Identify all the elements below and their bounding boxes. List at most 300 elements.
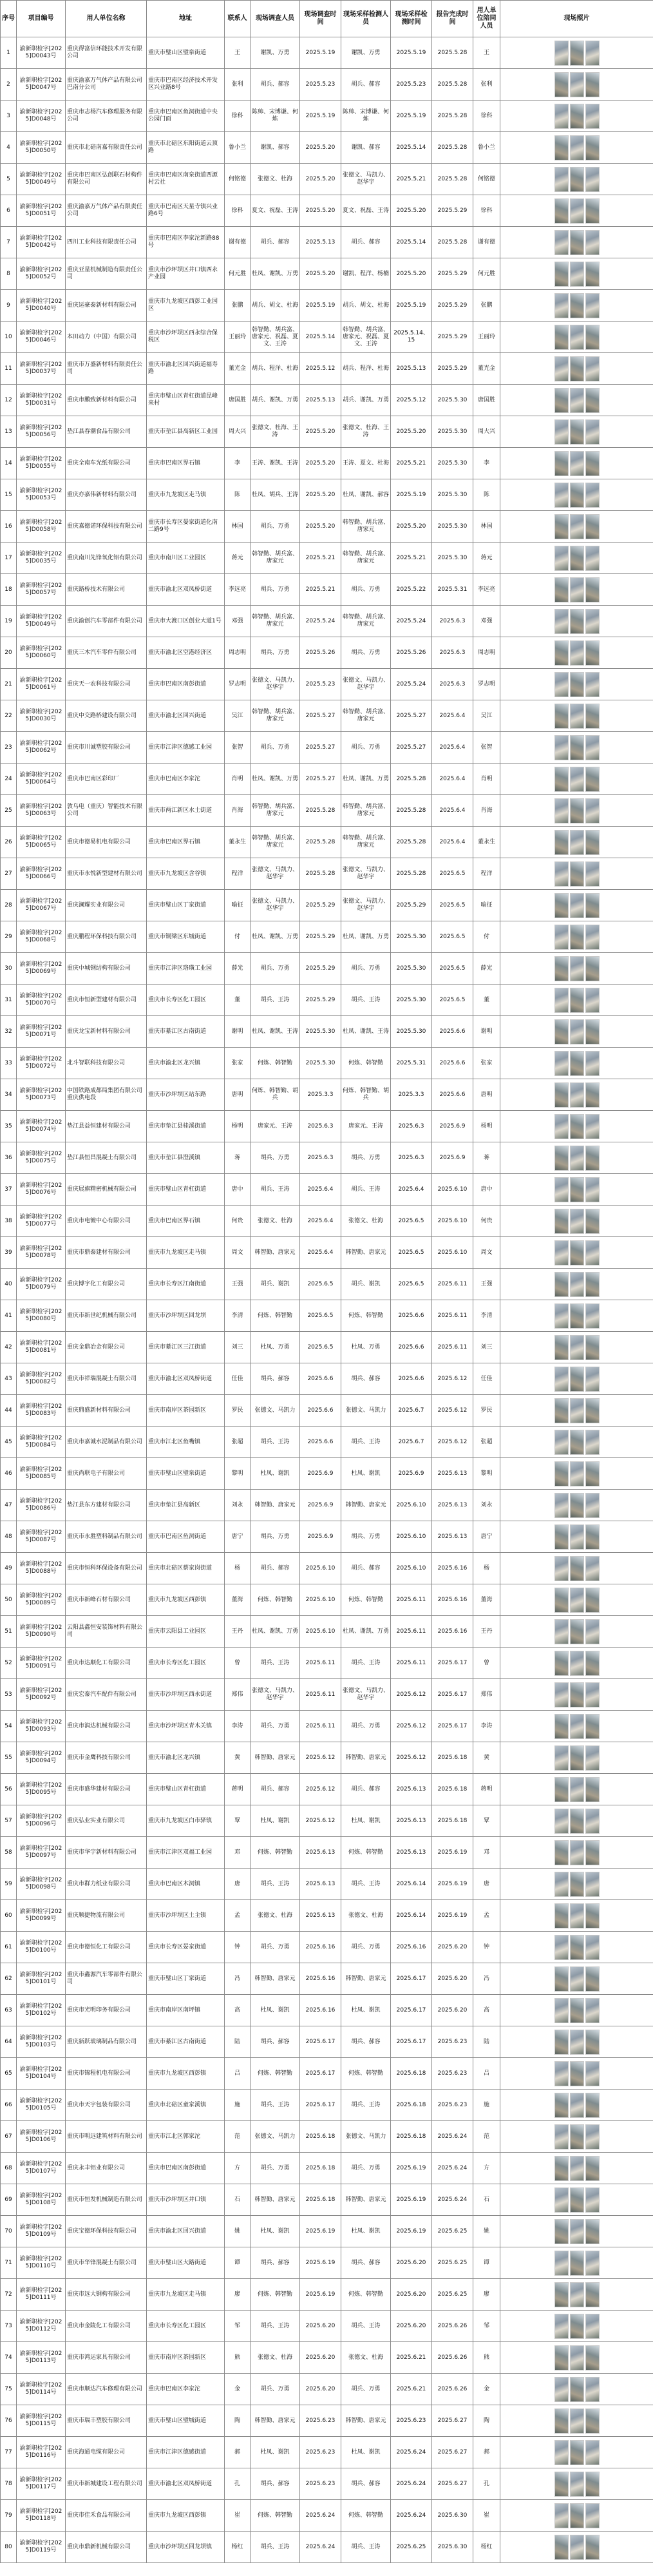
site-photo-thumbnail[interactable] [554,1303,569,1329]
site-photo-thumbnail[interactable] [570,1019,584,1044]
site-photo-thumbnail[interactable] [554,1809,569,1834]
site-photo-thumbnail[interactable] [570,2030,584,2055]
site-photo-thumbnail[interactable] [585,2030,600,2055]
site-photo-thumbnail[interactable] [554,1619,569,1644]
site-photo-thumbnail[interactable] [570,577,584,602]
row-number-cell: 73 [1,2311,17,2342]
row-number-cell: 22 [1,700,17,732]
survey-staff-cell: 杜凤、谢凯 [251,1805,300,1837]
row-number-cell: 15 [1,479,17,511]
site-photo-thumbnail[interactable] [570,514,584,539]
site-photo-thumbnail[interactable] [570,262,584,287]
site-photo-thumbnail[interactable] [554,2187,569,2213]
report-date-cell: 2025.5.29 [432,258,473,290]
table-row [1,1995,653,2026]
site-photo-thumbnail[interactable] [554,1935,569,1960]
site-photo-thumbnail[interactable] [585,2535,600,2560]
site-photo-thumbnail[interactable] [585,293,600,318]
site-photo-thumbnail[interactable] [570,767,584,792]
survey-date-cell: 2025.5.20 [300,448,341,479]
site-photo-thumbnail[interactable] [570,1903,584,1928]
site-photo-thumbnail[interactable] [585,2282,600,2307]
site-photo-thumbnail[interactable] [585,2503,600,2528]
site-photo-thumbnail[interactable] [554,1272,569,1297]
site-photo-thumbnail[interactable] [570,1809,584,1834]
site-photo-thumbnail[interactable] [570,1398,584,1423]
site-photo-thumbnail[interactable] [554,2030,569,2055]
address-cell: 重庆市长寿区晏家街道化南二路9号 [147,511,225,543]
survey-date-cell: 2025.5.19 [300,37,341,69]
site-photo-thumbnail[interactable] [554,1082,569,1108]
site-photo-thumbnail[interactable] [554,41,569,66]
site-photo-thumbnail[interactable] [585,356,600,381]
row-number-cell: 64 [1,2026,17,2058]
site-photo-thumbnail[interactable] [554,72,569,97]
site-photo-thumbnail[interactable] [585,1146,600,1171]
site-photo-thumbnail[interactable] [585,41,600,66]
site-photo-thumbnail[interactable] [554,2535,569,2560]
site-photo-thumbnail[interactable] [585,1619,600,1644]
site-photo-thumbnail[interactable] [554,893,569,918]
site-photo-thumbnail[interactable] [570,2472,584,2497]
site-photo-thumbnail[interactable] [570,1114,584,1139]
site-photo-thumbnail[interactable] [585,262,600,287]
table-row [1,227,653,258]
site-photo-thumbnail[interactable] [585,1840,600,1865]
site-photo-thumbnail[interactable] [585,672,600,697]
site-photo-thumbnail[interactable] [554,1146,569,1171]
row-number-cell: 26 [1,827,17,858]
contact-person-cell: 董永生 [225,827,251,858]
site-photo-thumbnail[interactable] [585,1209,600,1234]
table-row [1,1679,653,1711]
site-photo-thumbnail[interactable] [570,41,584,66]
site-photo-thumbnail[interactable] [570,2440,584,2465]
site-photo-thumbnail[interactable] [585,1651,600,1676]
site-photo-thumbnail[interactable] [585,1903,600,1928]
site-photo-thumbnail[interactable] [554,514,569,539]
site-photo-thumbnail[interactable] [554,356,569,381]
address-cell: 重庆市渝北区回兴街道 [147,2216,225,2247]
sampling-date-cell: 2025.6.21 [391,2342,432,2374]
site-photo-thumbnail[interactable] [554,2124,569,2149]
site-photo-thumbnail[interactable] [570,1240,584,1265]
survey-staff-cell: 张德文、杜海 [251,1900,300,1932]
site-photo-thumbnail[interactable] [585,483,600,508]
site-photo-thumbnail[interactable] [554,2408,569,2434]
project-code-cell: 渝新职检字[2025]D0088号 [17,1553,66,1584]
sampling-date-cell: 2025.6.14 [391,1869,432,1900]
site-photo-thumbnail[interactable] [570,609,584,634]
site-photo-thumbnail[interactable] [585,1524,600,1550]
site-photo-thumbnail[interactable] [554,1840,569,1865]
site-photo-thumbnail[interactable] [554,1177,569,1202]
site-photo-thumbnail[interactable] [554,1114,569,1139]
site-photo-thumbnail[interactable] [554,2377,569,2402]
site-photo-thumbnail[interactable] [585,388,600,413]
site-photo-thumbnail[interactable] [570,483,584,508]
report-date-cell: 2025.6.5 [432,890,473,921]
site-photo-thumbnail[interactable] [554,2440,569,2465]
site-photo-thumbnail[interactable] [554,2251,569,2276]
site-photo-thumbnail[interactable] [570,2535,584,2560]
sampling-staff-cell: 胡兵、万勇 [341,574,391,606]
site-photo-thumbnail[interactable] [554,1335,569,1360]
site-photo-thumbnail[interactable] [570,419,584,445]
site-photo-thumbnail[interactable] [585,1682,600,1707]
site-photo-thumbnail[interactable] [554,861,569,887]
site-photo-thumbnail[interactable] [585,1240,600,1265]
site-photo-thumbnail[interactable] [570,1966,584,1992]
site-photo-thumbnail[interactable] [585,1177,600,1202]
contact-person-cell: 唐 [225,1869,251,1900]
site-photo-thumbnail[interactable] [570,2314,584,2339]
site-photo-thumbnail[interactable] [554,1777,569,1802]
site-photo-thumbnail[interactable] [554,2314,569,2339]
site-photo-thumbnail[interactable] [554,293,569,318]
escort-staff-cell: 姚 [473,2216,500,2247]
sampling-staff-cell: 胡兵、王涛 [341,1174,391,1206]
site-photo-thumbnail[interactable] [554,672,569,697]
site-photo-thumbnail[interactable] [585,2093,600,2118]
site-photo-thumbnail[interactable] [585,2156,600,2181]
site-photo-thumbnail[interactable] [554,546,569,571]
site-photo-thumbnail[interactable] [570,830,584,855]
site-photo-thumbnail[interactable] [554,1966,569,1992]
site-photo-thumbnail[interactable] [585,1966,600,1992]
site-photo-thumbnail[interactable] [585,1745,600,1771]
site-photo-thumbnail[interactable] [570,861,584,887]
site-photo-thumbnail[interactable] [585,1588,600,1613]
site-photo-thumbnail[interactable] [585,2219,600,2244]
site-photo-thumbnail[interactable] [570,1682,584,1707]
site-photo-thumbnail[interactable] [585,1367,600,1392]
site-photo-thumbnail[interactable] [585,198,600,224]
site-photo-thumbnail[interactable] [570,2503,584,2528]
site-photo-thumbnail[interactable] [570,2124,584,2149]
address-cell: 重庆市南岸区南坪镇 [147,1995,225,2026]
site-photo-thumbnail[interactable] [554,1461,569,1486]
site-photo-thumbnail[interactable] [585,798,600,823]
site-photo-thumbnail[interactable] [585,419,600,445]
site-photo-thumbnail[interactable] [570,1588,584,1613]
site-photo-thumbnail[interactable] [570,925,584,950]
survey-date-cell: 2025.6.16 [300,1995,341,2026]
site-photo-thumbnail[interactable] [585,830,600,855]
site-photo-thumbnail[interactable] [585,167,600,192]
site-photo-thumbnail[interactable] [585,104,600,129]
sampling-staff-cell: 杜凤、谢凯 [341,1458,391,1490]
site-photo-thumbnail[interactable] [554,2219,569,2244]
site-photo-thumbnail[interactable] [585,1272,600,1297]
site-photo-thumbnail[interactable] [570,2061,584,2086]
site-photo-thumbnail[interactable] [570,1998,584,2023]
report-date-cell: 2025.6.30 [432,2500,473,2532]
survey-staff-cell: 韩智勤、胡兵富、唐家元 [251,606,300,637]
site-photo-thumbnail[interactable] [554,2345,569,2370]
site-photo-thumbnail[interactable] [570,1493,584,1518]
site-photo-thumbnail[interactable] [585,1872,600,1897]
site-photo-thumbnail[interactable] [570,1714,584,1739]
site-photo-thumbnail[interactable] [585,2061,600,2086]
site-photo-thumbnail[interactable] [585,1556,600,1581]
site-photo-thumbnail[interactable] [570,2377,584,2402]
site-photo-thumbnail[interactable] [554,230,569,255]
site-photo-thumbnail[interactable] [554,2472,569,2497]
site-photo-thumbnail[interactable] [585,325,600,350]
site-photo-thumbnail[interactable] [585,514,600,539]
site-photo-thumbnail[interactable] [554,167,569,192]
site-photo-thumbnail[interactable] [554,2061,569,2086]
site-photo-thumbnail[interactable] [570,167,584,192]
site-photo-thumbnail[interactable] [570,672,584,697]
site-photo-thumbnail[interactable] [570,1745,584,1771]
site-photo-thumbnail[interactable] [585,735,600,760]
site-photo-thumbnail[interactable] [570,104,584,129]
site-photo-thumbnail[interactable] [554,1745,569,1771]
project-code-cell: 渝新职检字[2025]D0076号 [17,1174,66,1206]
sampling-date-cell: 2025.5.13 [391,353,432,385]
site-photo-thumbnail[interactable] [570,2251,584,2276]
site-photo-thumbnail[interactable] [585,1082,600,1108]
site-photo-thumbnail[interactable] [585,893,600,918]
site-photo-thumbnail[interactable] [570,2219,584,2244]
site-photo-thumbnail[interactable] [554,104,569,129]
site-photo-thumbnail[interactable] [554,325,569,350]
site-photo-thumbnail[interactable] [554,2156,569,2181]
site-photo-thumbnail[interactable] [554,262,569,287]
site-photo-thumbnail[interactable] [554,1714,569,1739]
site-photo-thumbnail[interactable] [554,2503,569,2528]
site-photo-thumbnail[interactable] [585,230,600,255]
site-photo-thumbnail[interactable] [570,451,584,476]
site-photo-thumbnail[interactable] [570,988,584,1013]
site-photo-thumbnail[interactable] [585,640,600,666]
site-photo-thumbnail[interactable] [570,1872,584,1897]
site-photo-thumbnail[interactable] [585,925,600,950]
site-photo-thumbnail[interactable] [554,1051,569,1076]
site-photo-thumbnail[interactable] [554,1872,569,1897]
site-photo-thumbnail[interactable] [570,956,584,981]
sampling-staff-cell: 张德文、马凯力 [341,1395,391,1427]
contact-person-cell: 崔 [225,2500,251,2532]
site-photo-thumbnail[interactable] [570,704,584,729]
address-cell: 重庆市巴南区南彭街道 [147,2153,225,2184]
site-photo-thumbnail[interactable] [585,767,600,792]
sampling-date-cell: 2025.6.10 [391,1553,432,1584]
site-photo-thumbnail[interactable] [570,735,584,760]
site-photo-thumbnail[interactable] [554,1588,569,1613]
site-photo-thumbnail[interactable] [570,893,584,918]
site-photo-thumbnail[interactable] [554,1398,569,1423]
site-photo-thumbnail[interactable] [585,2345,600,2370]
sampling-date-cell: 2025.6.20 [391,2247,432,2279]
site-photo-thumbnail[interactable] [554,198,569,224]
site-photo-thumbnail[interactable] [554,1682,569,1707]
site-photo-thumbnail[interactable] [570,356,584,381]
site-photo-cell [500,2279,653,2311]
site-photo-thumbnail[interactable] [554,1524,569,1550]
site-photo-thumbnail[interactable] [554,767,569,792]
site-photo-thumbnail[interactable] [570,1082,584,1108]
address-cell: 重庆市沙坪坝区井口镇西永产业园 [147,258,225,290]
site-photo-thumbnail[interactable] [585,72,600,97]
site-photo-thumbnail[interactable] [585,1714,600,1739]
site-photo-thumbnail[interactable] [570,1177,584,1202]
sampling-date-cell: 2025.5.20 [391,195,432,227]
site-photo-thumbnail[interactable] [570,1840,584,1865]
site-photo-thumbnail[interactable] [570,135,584,160]
site-photo-thumbnail[interactable] [570,325,584,350]
site-photo-thumbnail[interactable] [585,1777,600,1802]
site-photo-thumbnail[interactable] [554,735,569,760]
site-photo-thumbnail[interactable] [585,1019,600,1044]
survey-date-cell: 2025.5.20 [300,416,341,448]
site-photo-thumbnail[interactable] [554,830,569,855]
site-photo-thumbnail[interactable] [570,1619,584,1644]
site-photo-thumbnail[interactable] [570,1272,584,1297]
site-photo-thumbnail[interactable] [585,1398,600,1423]
site-photo-thumbnail[interactable] [570,798,584,823]
site-photo-thumbnail[interactable] [554,925,569,950]
site-photo-thumbnail[interactable] [554,956,569,981]
site-photo-thumbnail[interactable] [570,1209,584,1234]
table-row [1,700,653,732]
site-photo-thumbnail[interactable] [570,1303,584,1329]
site-photo-thumbnail[interactable] [585,1998,600,2023]
site-photo-thumbnail[interactable] [554,135,569,160]
escort-staff-cell: 喻征 [473,890,500,921]
site-photo-thumbnail[interactable] [585,1809,600,1834]
site-photo-cell [500,700,653,732]
site-photo-thumbnail[interactable] [570,388,584,413]
site-photo-thumbnail[interactable] [554,609,569,634]
contact-person-cell: 方 [225,2153,251,2184]
site-photo-thumbnail[interactable] [554,1430,569,1455]
site-photo-thumbnail[interactable] [585,451,600,476]
site-photo-thumbnail[interactable] [570,1430,584,1455]
survey-staff-cell: 杜凤、谢凯 [251,1995,300,2026]
site-photo-thumbnail[interactable] [570,72,584,97]
site-photo-thumbnail[interactable] [570,640,584,666]
site-photo-thumbnail[interactable] [585,2124,600,2149]
site-photo-thumbnail[interactable] [585,2314,600,2339]
site-photo-thumbnail[interactable] [554,1556,569,1581]
site-photo-thumbnail[interactable] [554,2282,569,2307]
site-photo-thumbnail[interactable] [570,1524,584,1550]
site-photo-thumbnail[interactable] [570,1335,584,1360]
site-photo-thumbnail[interactable] [554,388,569,413]
site-photo-thumbnail[interactable] [554,1209,569,1234]
sampling-staff-cell: 胡兵、王涛 [341,1869,391,1900]
site-photo-thumbnail[interactable] [585,577,600,602]
site-photo-thumbnail[interactable] [585,956,600,981]
survey-date-cell: 2025.5.29 [300,890,341,921]
site-photo-thumbnail[interactable] [554,704,569,729]
site-photo-thumbnail[interactable] [570,546,584,571]
site-photo-thumbnail[interactable] [585,2408,600,2434]
site-photo-thumbnail[interactable] [554,1493,569,1518]
site-photo-thumbnail[interactable] [585,1493,600,1518]
site-photo-thumbnail[interactable] [570,1146,584,1171]
site-photo-thumbnail[interactable] [554,640,569,666]
sampling-staff-cell: 张德文、马凯力、赵华宇 [341,858,391,890]
site-photo-thumbnail[interactable] [554,1651,569,1676]
survey-staff-cell: 杜凤、谢凯 [251,2437,300,2468]
site-photo-thumbnail[interactable] [570,1051,584,1076]
site-photo-thumbnail[interactable] [554,1019,569,1044]
site-photo-thumbnail[interactable] [570,1367,584,1392]
site-photo-thumbnail[interactable] [554,1367,569,1392]
site-photo-thumbnail[interactable] [585,1461,600,1486]
site-photo-thumbnail[interactable] [585,1935,600,1960]
survey-staff-cell: 谢凯、万勇 [251,37,300,69]
site-photo-thumbnail[interactable] [570,1777,584,1802]
site-photo-thumbnail[interactable] [554,577,569,602]
site-photo-thumbnail[interactable] [570,2282,584,2307]
site-photo-cell [500,2311,653,2342]
site-photo-thumbnail[interactable] [585,2377,600,2402]
site-photo-thumbnail[interactable] [585,1114,600,1139]
site-photo-thumbnail[interactable] [585,988,600,1013]
site-photo-thumbnail[interactable] [570,198,584,224]
project-code-cell: 渝新职检字[2025]D0113号 [17,2342,66,2374]
site-photo-thumbnail[interactable] [585,704,600,729]
sampling-date-cell: 2025.6.18 [391,2121,432,2153]
site-photo-thumbnail[interactable] [585,1051,600,1076]
site-photo-thumbnail[interactable] [554,483,569,508]
site-photo-thumbnail[interactable] [570,1556,584,1581]
site-photo-thumbnail[interactable] [585,2440,600,2465]
escort-staff-cell: 薛光 [473,953,500,985]
site-photo-thumbnail[interactable] [554,419,569,445]
site-photo-thumbnail[interactable] [570,1461,584,1486]
site-photo-thumbnail[interactable] [585,2187,600,2213]
survey-staff-cell: 胡兵、王涛 [251,1174,300,1206]
site-photo-thumbnail[interactable] [570,2093,584,2118]
site-photo-thumbnail[interactable] [585,2472,600,2497]
site-photo-thumbnail[interactable] [554,2093,569,2118]
report-date-cell: 2025.5.30 [432,479,473,511]
site-photo-thumbnail[interactable] [585,1430,600,1455]
site-photo-thumbnail[interactable] [585,135,600,160]
site-photo-thumbnail[interactable] [570,2345,584,2370]
site-photo-thumbnail[interactable] [554,1240,569,1265]
site-photo-thumbnail[interactable] [570,1651,584,1676]
site-photo-thumbnail[interactable] [554,451,569,476]
report-date-cell: 2025.6.6 [432,1016,473,1048]
contact-person-cell: 蒋元 [225,543,251,574]
site-photo-thumbnail[interactable] [554,798,569,823]
site-photo-thumbnail[interactable] [570,1935,584,1960]
site-photo-thumbnail[interactable] [585,1335,600,1360]
site-photo-thumbnail[interactable] [570,2408,584,2434]
site-photo-thumbnail[interactable] [570,2187,584,2213]
site-photo-thumbnail[interactable] [585,861,600,887]
site-photo-thumbnail[interactable] [585,2251,600,2276]
report-date-cell: 2025.6.10 [432,1237,473,1269]
survey-date-cell: 2025.6.18 [300,2153,341,2184]
site-photo-thumbnail[interactable] [585,546,600,571]
site-photo-thumbnail[interactable] [554,988,569,1013]
site-photo-thumbnail[interactable] [554,1903,569,1928]
site-photo-thumbnail[interactable] [570,293,584,318]
site-photo-thumbnail[interactable] [570,230,584,255]
site-photo-thumbnail[interactable] [554,1998,569,2023]
site-photo-thumbnail[interactable] [585,609,600,634]
site-photo-thumbnail[interactable] [585,1303,600,1329]
site-photo-thumbnail[interactable] [570,2156,584,2181]
